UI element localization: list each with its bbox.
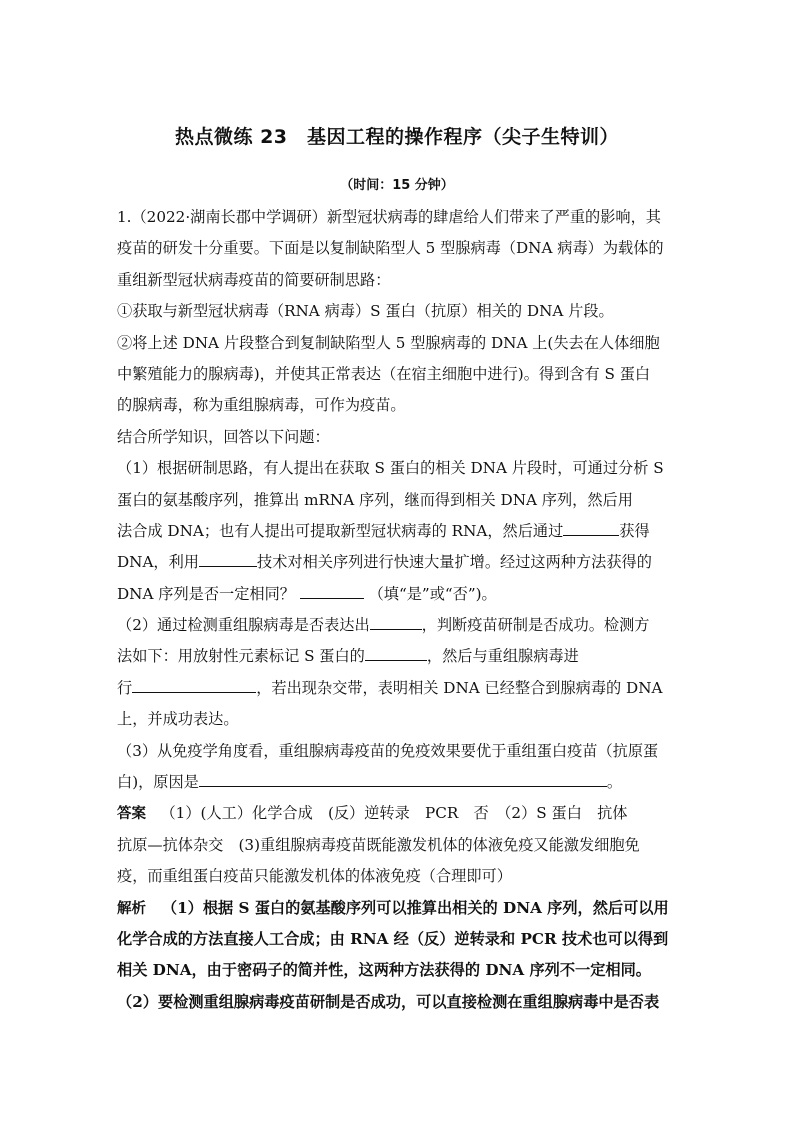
q2-text: 法如下：用放射性元素标记 S 蛋白的 [117,647,365,666]
q2-text: （2）通过检测重组腺病毒是否表达出 [117,616,370,635]
analysis-label: 解析 [117,900,146,917]
analysis-line: （2）要检测重组腺病毒疫苗研制是否成功，可以直接检测在重组腺病毒中是否表 [117,992,660,1011]
answer-line: 抗原—抗体杂交 (3)重组腺病毒疫苗既能激发机体的体液免疫又能激发细胞免 [117,835,640,854]
answer-label: 答案 [117,806,146,823]
q2-text: ，判断疫苗研制是否成功。检测方 [421,616,650,635]
answer-line [117,798,679,829]
q2-line [117,610,679,641]
answer-blank[interactable] [563,518,619,536]
analysis-line: 化学合成的方法直接人工合成；由 RNA 经（反）逆转录和 PCR 技术也可以得到 [117,929,669,948]
q2-line [117,673,679,704]
q1-line [117,516,679,547]
answer-blank[interactable] [132,675,256,693]
q1-line [117,547,679,578]
time-limit: （时间：15 分钟） [340,178,454,193]
step-2-line: ②将上述 DNA 片段整合到复制缺陷型人 5 型腺病毒的 DNA 上(失去在人体细胞 [117,333,660,352]
q3-line [117,767,679,798]
q3-text: 。 [606,773,623,792]
question-prompt: 结合所学知识，回答以下问题： [117,427,330,446]
q1-text: （填“是”或“否”)。 [368,584,497,603]
q1-line: 蛋白的氨基酸序列，推算出 mRNA 序列，继而得到相关 DNA 序列，然后用 [117,490,633,509]
q1-text: DNA，利用 [117,553,199,572]
answer-line: 疫，而重组蛋白疫苗只能激发机体的体液免疫（合理即可） [117,867,512,886]
step-2-line: 中繁殖能力的腺病毒)，并使其正常表达（在宿主细胞中进行)。得到含有 S 蛋白 [117,364,651,383]
answer-blank[interactable] [300,581,364,599]
q1-text: 法合成 DNA；也有人提出可提取新型冠状病毒的 RNA，然后通过 [117,521,564,540]
answer-blank[interactable] [199,549,257,567]
stem-line: 疫苗的研发十分重要。下面是以复制缺陷型人 5 型腺病毒（DNA 病毒）为载体的 [117,239,664,258]
step-2-line: 的腺病毒，称为重组腺病毒，可作为疫苗。 [117,396,406,415]
answer-text: （1）(人工）化学合成 (反）逆转录 PCR 否 （2）S 蛋白 抗体 [160,804,628,823]
q1-text: 技术对相关序列进行快速大量扩增。经过这两种方法获得的 [257,553,652,572]
q1-line: （1）根据研制思路，有人提出在获取 S 蛋白的相关 DNA 片段时，可通过分析 S [117,459,664,478]
stem-line: 1.（2022·湖南长郡中学调研）新型冠状病毒的肆虐给人们带来了严重的影响，其 [117,208,661,226]
q2-line [117,641,679,672]
answer-blank[interactable] [370,612,422,630]
q1-text: DNA 序列是否一定相同？ [117,584,295,603]
q1-line [117,579,679,610]
analysis-text: （1）根据 S 蛋白的氨基酸序列可以推算出相关的 DNA 序列，然后可以用 [161,898,669,917]
q2-text: ，然后与重组腺病毒进 [426,647,579,666]
analysis-line [117,893,679,924]
question-body [117,202,679,1018]
analysis-line: 相关 DNA，由于密码子的简并性，这两种方法获得的 DNA 序列不一定相同。 [117,961,651,980]
q2-text: ，若出现杂交带，表明相关 DNA 已经整合到腺病毒的 DNA [256,678,663,697]
q2-text: 行 [117,678,133,697]
answer-blank[interactable] [365,643,427,661]
step-1: ①获取与新型冠状病毒（RNA 病毒）S 蛋白（抗原）相关的 DNA 片段。 [117,302,614,321]
q3-line: （3）从免疫学角度看，重组腺病毒疫苗的免疫效果要优于重组蛋白疫苗（抗原蛋 [117,741,659,760]
page-title: 热点微练 23 基因工程的操作程序（尖子生特训） [174,126,620,148]
answer-blank[interactable] [199,769,607,787]
q2-line: 上，并成功表达。 [117,710,239,729]
stem-line: 重组新型冠状病毒疫苗的简要研制思路： [117,270,391,289]
q1-text: 获得 [619,521,650,540]
q3-text: 白)，原因是 [117,773,199,792]
